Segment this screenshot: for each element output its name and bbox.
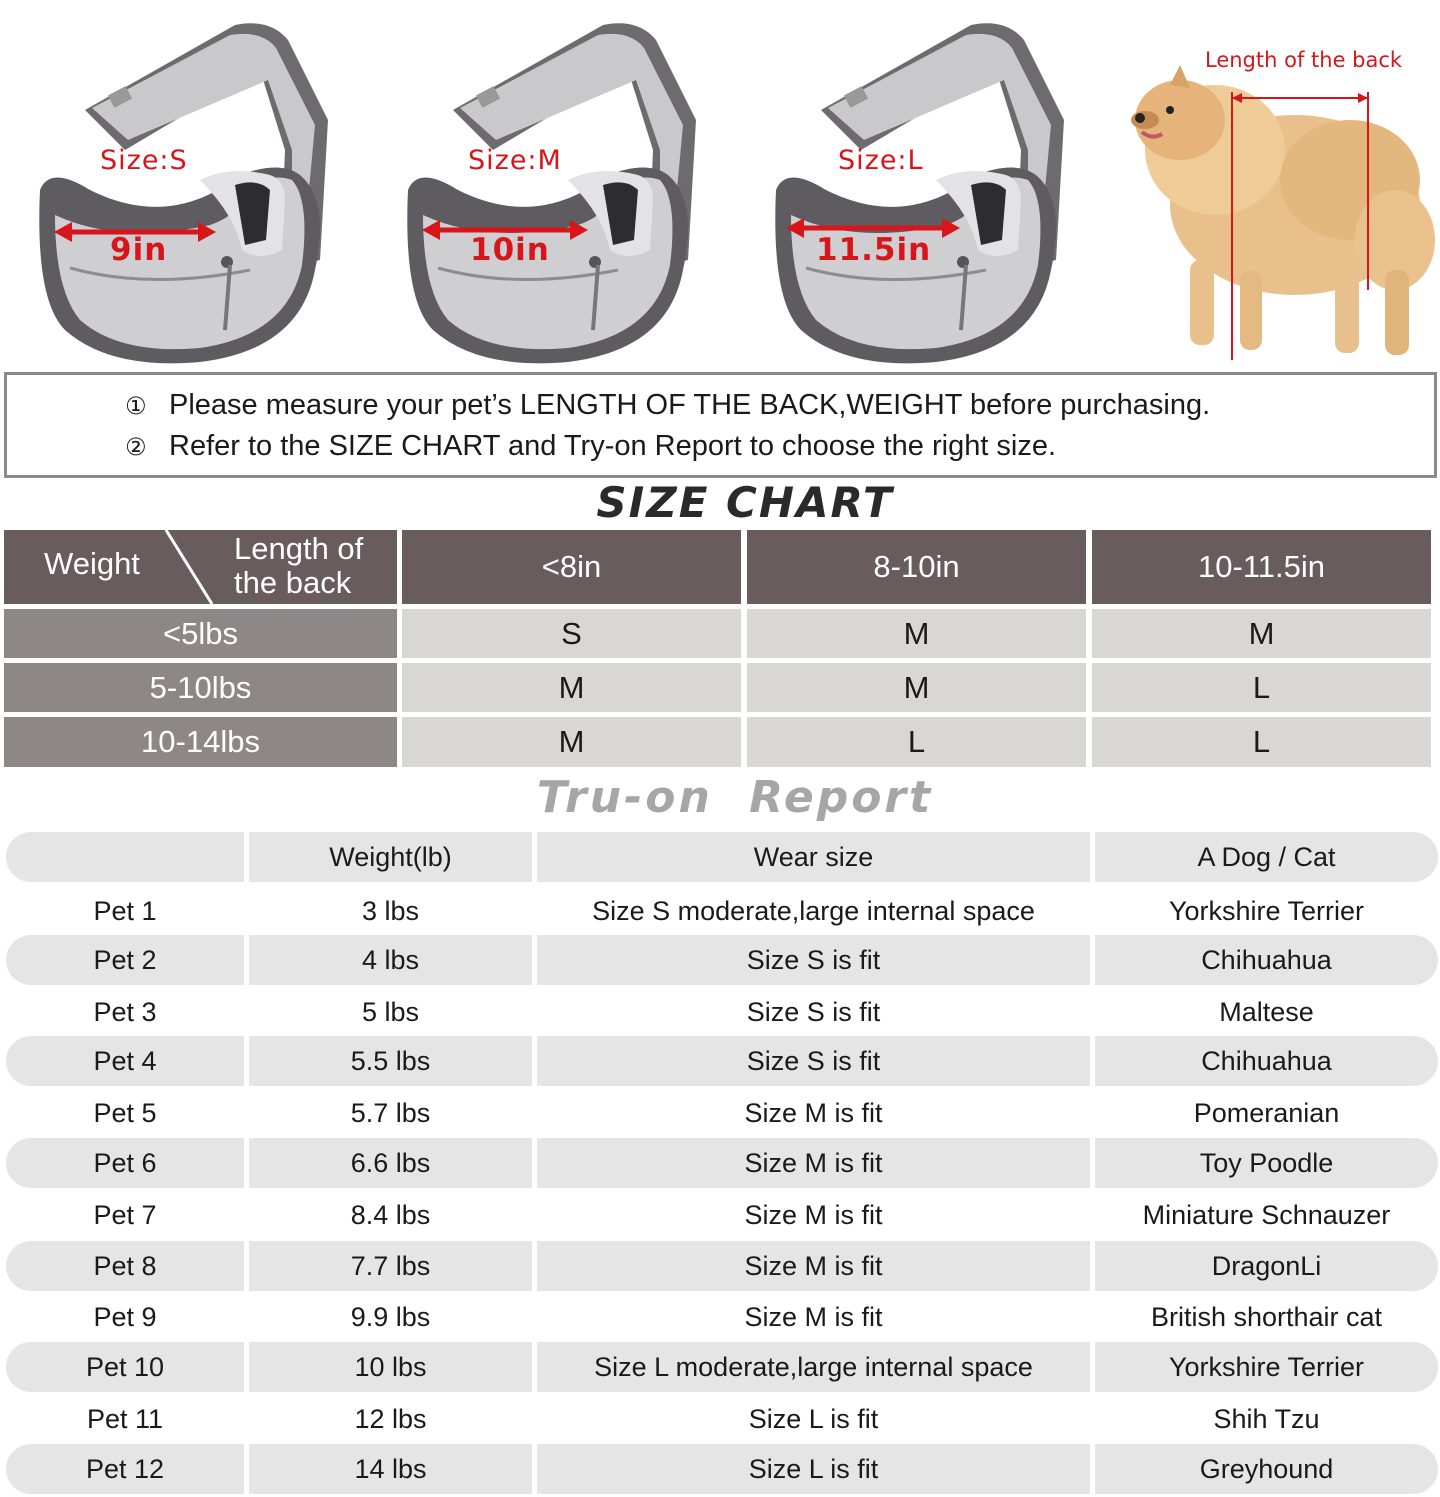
report-pet-name: Pet 4 bbox=[93, 1045, 157, 1076]
report-row bbox=[6, 935, 1438, 985]
size-chart-cell: M bbox=[747, 663, 1086, 712]
bag-size-label: Size:L bbox=[838, 145, 924, 176]
report-wear-size: Size M is fit bbox=[744, 1147, 883, 1178]
report-header-row bbox=[6, 832, 1438, 882]
bag-width-measure: 9in bbox=[110, 232, 168, 268]
report-wear-size: Size L is fit bbox=[748, 1453, 879, 1484]
report-pet-name: Pet 12 bbox=[85, 1453, 165, 1484]
report-pet-name: Pet 5 bbox=[93, 1097, 157, 1128]
length-axis-label-line1: Length of bbox=[234, 531, 364, 566]
size-chart-corner-header bbox=[4, 530, 397, 604]
report-breed: Yorkshire Terrier bbox=[1168, 1351, 1365, 1382]
report-pet-name: Pet 10 bbox=[85, 1351, 165, 1382]
report-pet-name: Pet 11 bbox=[86, 1403, 164, 1434]
sling-bag-large bbox=[766, 0, 1066, 370]
size-chart-cell: L bbox=[1092, 717, 1431, 767]
report-breed: Pomeranian bbox=[1193, 1097, 1340, 1128]
size-chart-cell: L bbox=[1092, 663, 1431, 712]
size-chart-column-header: 8-10in bbox=[747, 530, 1086, 604]
report-row bbox=[6, 886, 1438, 936]
report-wear-size: Size M is fit bbox=[744, 1097, 883, 1128]
size-chart-title: SIZE CHART bbox=[596, 478, 894, 527]
size-chart-column-header: <8in bbox=[402, 530, 741, 604]
report-weight: 3 lbs bbox=[361, 895, 420, 926]
length-axis-label bbox=[234, 532, 363, 600]
size-chart-row-header: 5-10lbs bbox=[4, 663, 397, 712]
sling-bag-medium bbox=[398, 0, 698, 370]
bag-width-measure: 10in bbox=[470, 232, 550, 268]
report-header-cell bbox=[6, 832, 244, 882]
report-wear-size: Size L is fit bbox=[748, 1403, 879, 1434]
report-breed: Toy Poodle bbox=[1199, 1147, 1334, 1178]
report-row bbox=[6, 1241, 1438, 1291]
report-breed: Shih Tzu bbox=[1213, 1403, 1320, 1434]
weight-axis-label: Weight bbox=[44, 546, 140, 581]
report-wear-size: Size S is fit bbox=[746, 1045, 881, 1076]
instruction-line-2 bbox=[125, 430, 1056, 463]
instruction-text: Refer to the SIZE CHART and Try-on Report to choose the right size. bbox=[169, 430, 1057, 462]
report-weight: 12 lbs bbox=[354, 1403, 427, 1434]
report-breed: Greyhound bbox=[1199, 1453, 1334, 1484]
report-wear-size: Size M is fit bbox=[744, 1199, 883, 1230]
report-header-cell: A Dog / Cat bbox=[1197, 841, 1336, 872]
report-breed: Miniature Schnauzer bbox=[1142, 1199, 1391, 1230]
size-chart-cell: M bbox=[747, 609, 1086, 658]
report-weight: 8.4 lbs bbox=[350, 1199, 431, 1230]
report-weight: 14 lbs bbox=[354, 1453, 427, 1484]
report-row bbox=[6, 1292, 1438, 1342]
size-chart-row-header: <5lbs bbox=[4, 609, 397, 658]
report-row bbox=[6, 1190, 1438, 1240]
report-row bbox=[6, 1088, 1438, 1138]
report-header-cell: Wear size bbox=[753, 841, 874, 872]
instruction-number: ② bbox=[125, 433, 147, 461]
try-on-report-title: Tru-on Report bbox=[536, 772, 934, 823]
size-chart-cell: M bbox=[1092, 609, 1431, 658]
report-weight: 5 lbs bbox=[361, 996, 420, 1027]
size-chart-cell: S bbox=[402, 609, 741, 658]
report-pet-name: Pet 7 bbox=[93, 1199, 157, 1230]
report-row bbox=[6, 1444, 1438, 1494]
length-of-back-label: Length of the back bbox=[1205, 48, 1403, 72]
report-weight: 6.6 lbs bbox=[350, 1147, 431, 1178]
report-breed: British shorthair cat bbox=[1150, 1301, 1383, 1332]
length-axis-label-line2: the back bbox=[234, 565, 352, 600]
instruction-text: Please measure your pet’s LENGTH OF THE BACK,WEIGHT before purchasing. bbox=[169, 389, 1211, 421]
report-pet-name: Pet 1 bbox=[93, 895, 157, 926]
size-chart-cell: M bbox=[402, 663, 741, 712]
size-chart-cell: M bbox=[402, 717, 741, 767]
report-header-cell: Weight(lb) bbox=[329, 841, 452, 872]
report-wear-size: Size S is fit bbox=[746, 944, 881, 975]
report-wear-size: Size S is fit bbox=[746, 996, 881, 1027]
report-breed: Maltese bbox=[1219, 996, 1314, 1027]
sling-bag-small bbox=[30, 0, 330, 370]
size-chart-column-header: 10-11.5in bbox=[1092, 530, 1431, 604]
report-weight: 10 lbs bbox=[354, 1351, 427, 1382]
report-wear-size: Size L moderate,large internal space bbox=[594, 1351, 1033, 1382]
report-row bbox=[6, 1036, 1438, 1086]
report-pet-name: Pet 9 bbox=[93, 1301, 157, 1332]
instruction-line-1 bbox=[125, 389, 1210, 422]
report-wear-size: Size S moderate,large internal space bbox=[592, 895, 1035, 926]
instructions-box bbox=[4, 372, 1437, 478]
sling-bag-icon bbox=[398, 0, 698, 370]
report-weight: 5.5 lbs bbox=[350, 1045, 431, 1076]
bag-size-label: Size:S bbox=[100, 145, 188, 176]
sling-bag-icon bbox=[30, 0, 330, 370]
sling-bag-icon bbox=[766, 0, 1066, 370]
report-breed: Chihuahua bbox=[1201, 944, 1332, 975]
bag-width-measure: 11.5in bbox=[816, 232, 932, 268]
report-pet-name: Pet 3 bbox=[93, 996, 157, 1027]
bag-size-label: Size:M bbox=[468, 145, 562, 176]
size-chart-cell: L bbox=[747, 717, 1086, 767]
dog-measurement-illustration bbox=[1120, 40, 1440, 370]
report-weight: 7.7 lbs bbox=[350, 1250, 431, 1281]
product-illustrations bbox=[0, 0, 1440, 370]
report-breed: Yorkshire Terrier bbox=[1168, 895, 1365, 926]
report-wear-size: Size M is fit bbox=[744, 1250, 883, 1281]
report-row bbox=[6, 1394, 1438, 1444]
report-pet-name: Pet 8 bbox=[93, 1250, 157, 1281]
report-breed: DragonLi bbox=[1211, 1250, 1322, 1281]
report-weight: 5.7 lbs bbox=[350, 1097, 431, 1128]
report-row bbox=[6, 1138, 1438, 1188]
pomeranian-dog-icon bbox=[1120, 40, 1440, 370]
report-weight: 9.9 lbs bbox=[350, 1301, 431, 1332]
report-row bbox=[6, 987, 1438, 1037]
report-row bbox=[6, 1342, 1438, 1392]
instruction-number: ① bbox=[125, 392, 147, 420]
report-pet-name: Pet 2 bbox=[93, 944, 157, 975]
report-breed: Chihuahua bbox=[1201, 1045, 1332, 1076]
size-chart-row-header: 10-14lbs bbox=[4, 717, 397, 767]
report-weight: 4 lbs bbox=[361, 944, 420, 975]
report-pet-name: Pet 6 bbox=[93, 1147, 157, 1178]
report-wear-size: Size M is fit bbox=[744, 1301, 883, 1332]
